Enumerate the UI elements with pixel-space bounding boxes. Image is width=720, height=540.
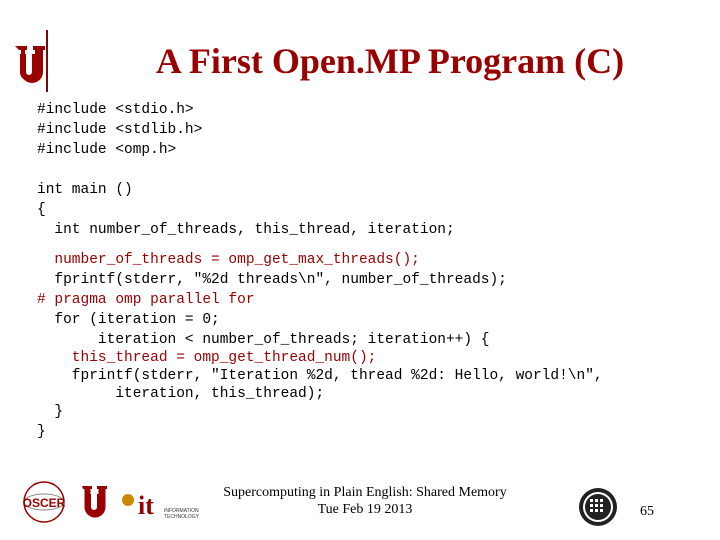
code-line: number_of_threads = omp_get_max_threads(); xyxy=(37,252,420,268)
code-line: for (iteration = 0; xyxy=(37,312,220,328)
code-line: #include <omp.h> xyxy=(37,142,177,158)
footer-line2: Tue Feb 19 2013 xyxy=(317,502,413,517)
footer-line1: Supercomputing in Plain English: Shared Memory xyxy=(223,485,507,500)
code-line: this_thread = omp_get_thread_num(); xyxy=(37,350,377,366)
code-line: #include <stdlib.h> xyxy=(37,122,203,138)
title-divider xyxy=(46,30,48,92)
it-logo-sub2: TECHNOLOGY xyxy=(164,514,200,520)
footer-caption xyxy=(200,484,530,518)
code-line: } xyxy=(37,424,46,440)
code-line: iteration < number_of_threads; iteration++) { xyxy=(37,332,490,348)
ou-logo-icon xyxy=(12,44,46,84)
it-logo-icon xyxy=(122,491,200,520)
it-logo-sub1: INFORMATION xyxy=(164,508,199,514)
page-number: 65 xyxy=(640,504,654,519)
oscer-logo-icon xyxy=(23,482,66,522)
code-line: iteration, this_thread); xyxy=(37,386,325,402)
footer-logos xyxy=(14,480,204,530)
code-line-pragma: # pragma omp parallel for xyxy=(37,292,255,308)
ou-footer-logo-icon xyxy=(82,486,107,518)
supercomputing-seal-icon xyxy=(578,487,618,527)
code-line: #include <stdio.h> xyxy=(37,102,194,118)
oscer-logo-text: OSCER xyxy=(22,496,66,510)
code-line: fprintf(stderr, "%2d threads\n", number_of_threads); xyxy=(37,272,507,288)
code-line: int number_of_threads, this_thread, iteration; xyxy=(37,222,455,238)
code-line: int main () xyxy=(37,182,133,198)
it-logo-text: it xyxy=(138,491,154,520)
code-line: { xyxy=(37,202,46,218)
code-line: fprintf(stderr, "Iteration %2d, thread %2d: Hello, world!\n", xyxy=(37,368,603,384)
code-block xyxy=(37,102,603,440)
code-line: } xyxy=(37,404,64,420)
slide-title: A First Open.MP Program (C) xyxy=(155,41,625,81)
